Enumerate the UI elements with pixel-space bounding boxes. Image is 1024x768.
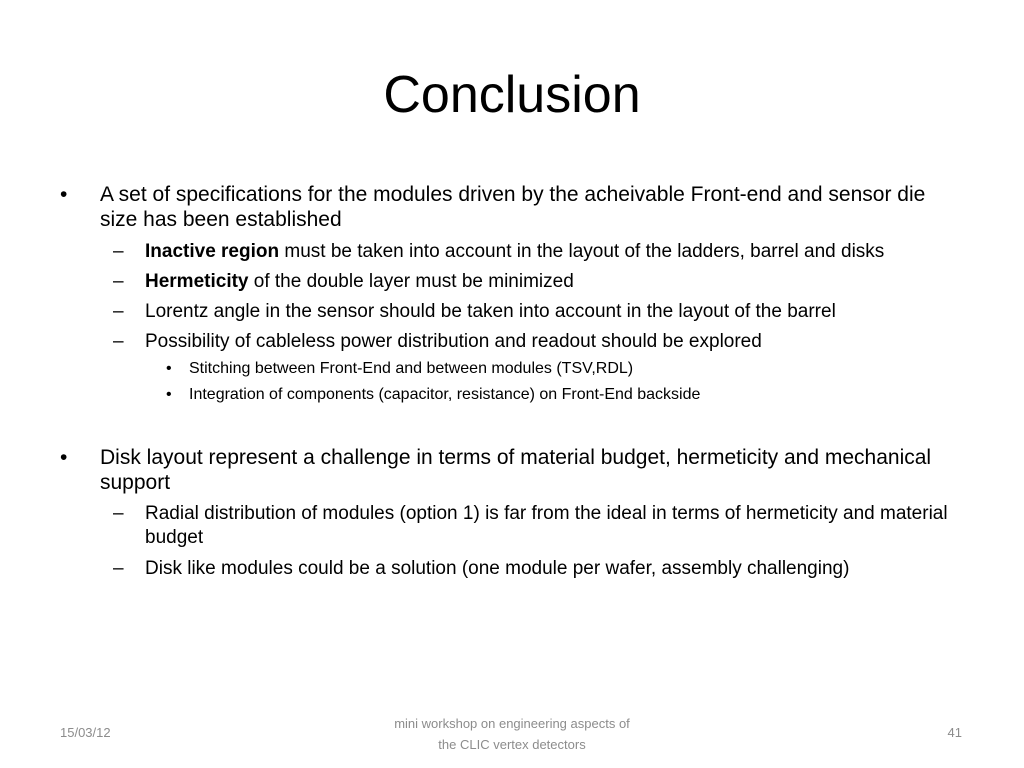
footer-event-line: mini workshop on engineering aspects of <box>394 716 630 731</box>
sub-bullet-text: Radial distribution of modules (option 1) is far from the ideal in terms of hermeticity and material budget <box>145 503 948 548</box>
sub-bullet-text: must be taken into account in the layout of the ladders, barrel and disks <box>279 241 885 262</box>
sub-bullet-item <box>0 240 1024 264</box>
sub-bullet-item <box>0 330 1024 354</box>
dash-icon: – <box>113 271 124 292</box>
dash-icon: – <box>113 503 124 524</box>
sub-bullet-item <box>0 300 1024 324</box>
sub-bullet-bold: Inactive region <box>145 241 280 262</box>
sub-bullet-bold: Hermeticity <box>145 271 249 292</box>
dash-icon: – <box>113 241 124 262</box>
sub-bullet-item <box>0 270 1024 294</box>
sub-bullet-text: of the double layer must be minimized <box>248 271 574 292</box>
bullet-item <box>0 445 1024 495</box>
footer-date: 15/03/12 <box>60 725 111 740</box>
bullet-text: A set of specifications for the modules driven by the acheivable Front-end and sensor die size has been established <box>100 183 926 231</box>
footer-event-title <box>362 713 662 755</box>
slide-number: 41 <box>947 725 962 740</box>
sub-bullet-text: Lorentz angle in the sensor should be taken into account in the layout of the barrel <box>145 301 836 322</box>
bullet-item <box>0 182 1024 232</box>
bullet-dot-icon: • <box>166 360 172 377</box>
bullet-dot-icon: • <box>166 386 172 403</box>
dash-icon: – <box>113 301 124 322</box>
dash-icon: – <box>113 558 124 579</box>
footer-event-line: the CLIC vertex detectors <box>438 737 586 752</box>
dash-icon: – <box>113 331 124 352</box>
bullet-text: Disk layout represent a challenge in terms of material budget, hermeticity and mechanical support <box>100 446 932 494</box>
slide-title: Conclusion <box>383 66 641 124</box>
sub-bullet-item <box>0 557 1024 581</box>
sub-sub-bullet-text: Stitching between Front-End and between modules (TSV,RDL) <box>189 360 634 377</box>
sub-bullet-item <box>0 502 1024 550</box>
slide-body <box>0 182 1024 579</box>
sub-sub-bullet-text: Integration of components (capacitor, resistance) on Front-End backside <box>189 386 701 403</box>
sub-sub-bullet-item <box>0 384 1024 405</box>
sub-bullet-text: Disk like modules could be a solution (one module per wafer, assembly challenging) <box>145 558 850 579</box>
bullet-dot-icon: • <box>60 446 68 469</box>
bullet-dot-icon: • <box>60 183 68 206</box>
sub-sub-bullet-item <box>0 358 1024 379</box>
sub-bullet-text: Possibility of cableless power distribution and readout should be explored <box>145 331 762 352</box>
